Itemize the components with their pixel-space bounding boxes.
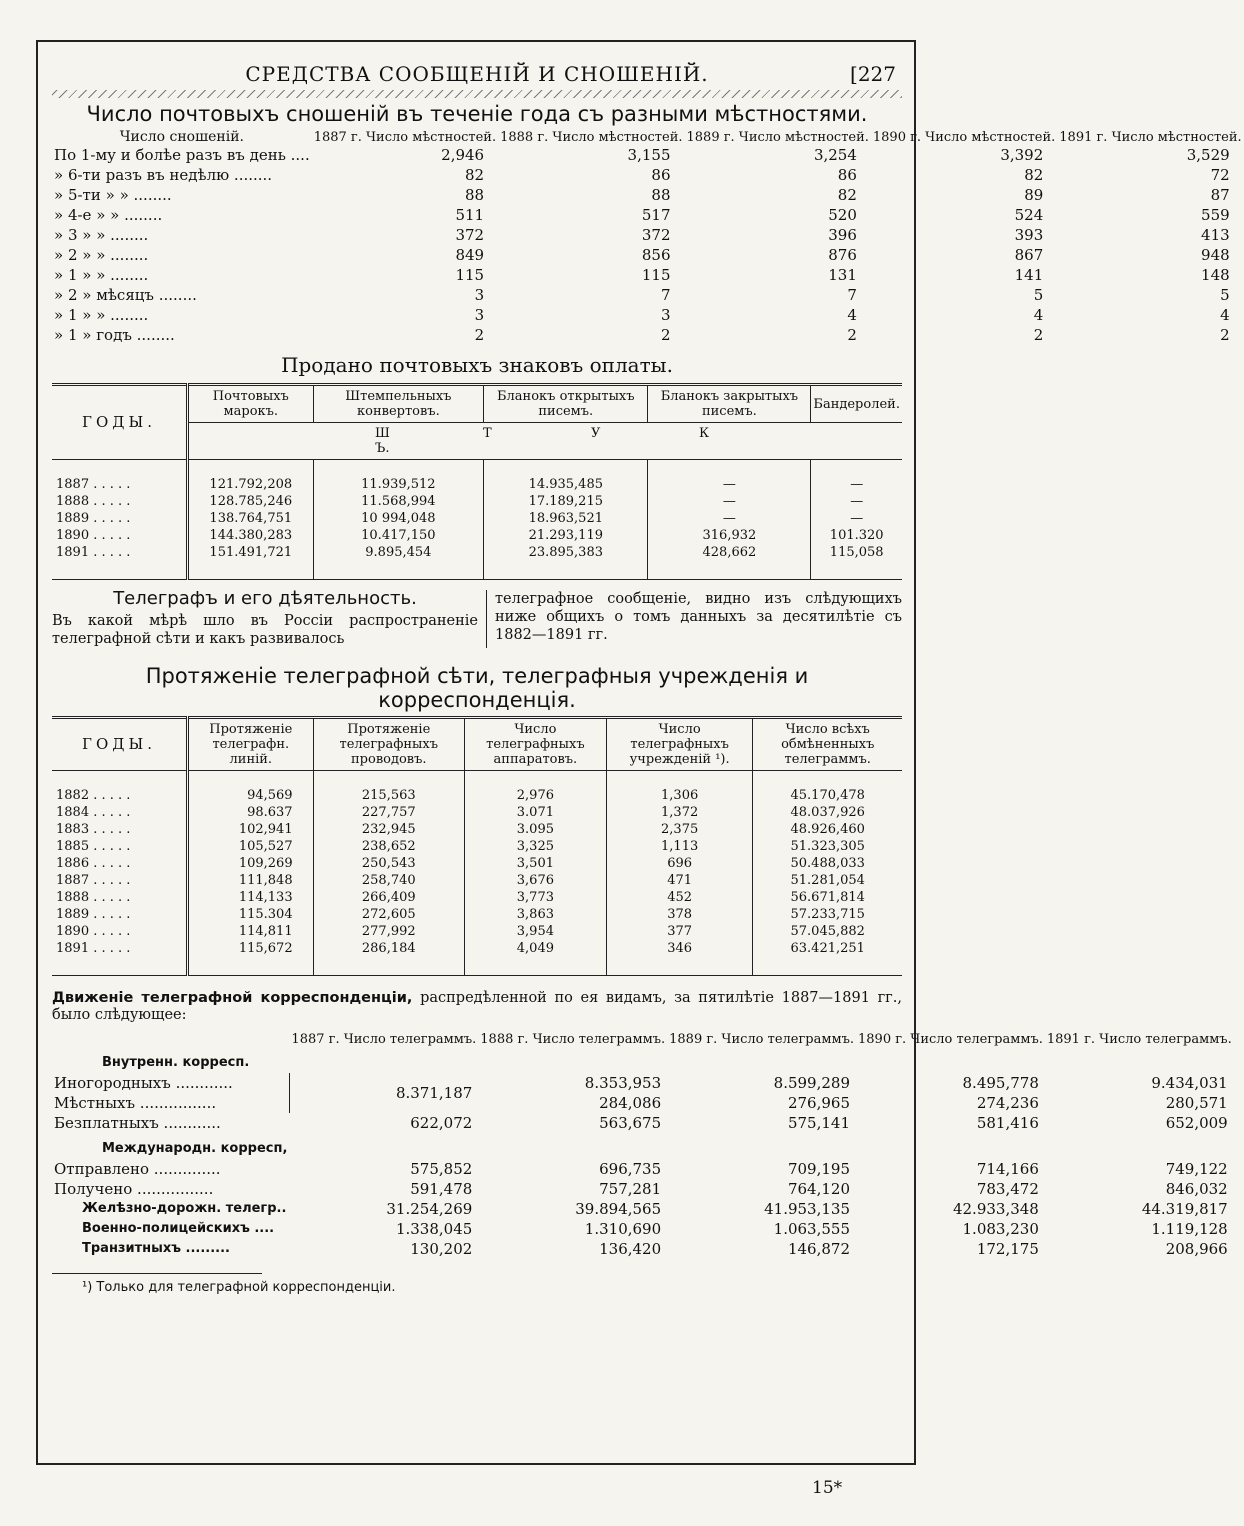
cell-value: 8.353,953 <box>584 1074 662 1092</box>
cell-value: 1,372 <box>606 804 753 821</box>
col-header: 1887 г. Число телеграммъ. <box>291 1032 477 1047</box>
cell-value: 511 <box>455 206 485 224</box>
cell-value: 238,652 <box>313 838 464 855</box>
cell-value: 277,992 <box>313 923 464 940</box>
row-label: » 3 » » ........ <box>54 226 149 244</box>
section2-title: Продано почтовыхъ знаковъ оплаты. <box>281 353 673 377</box>
cell-value: 3 <box>660 306 671 324</box>
cell-value: 51.281,054 <box>753 872 902 889</box>
row-label: » 1 » » ........ <box>54 306 149 324</box>
table-row <box>52 1219 1234 1239</box>
year-cell: 1884 . . . . . <box>52 804 188 821</box>
cell-value: 9.434,031 <box>1151 1074 1228 1092</box>
table-row <box>52 285 1244 305</box>
cell-value: 3,325 <box>464 838 606 855</box>
cell-value: 517 <box>641 206 671 224</box>
cell-value: 10 994,048 <box>313 510 484 527</box>
cell-value: 48.926,460 <box>753 821 902 838</box>
cell-value: 575,852 <box>410 1160 473 1178</box>
cell-value: 109,269 <box>188 855 314 872</box>
row-label: Иногородныхъ ............ <box>54 1074 233 1092</box>
col-header: 1887 г. Число мѣстностей. <box>313 130 497 145</box>
cell-value: 41.953,135 <box>764 1200 850 1218</box>
cell-value: 581,416 <box>976 1114 1039 1132</box>
cell-value: 128.785,246 <box>188 493 314 510</box>
cell-value: 591,478 <box>410 1180 473 1198</box>
cell-value: 146,872 <box>787 1240 850 1258</box>
cell-value: 136,420 <box>599 1240 662 1258</box>
table-row <box>52 510 902 527</box>
intro-bold: Движеніе телеграфной корреспонденціи, <box>52 990 413 1006</box>
col-header: Протяженіе телеграфныхъ проводовъ. <box>313 718 464 771</box>
cell-value: 4 <box>1220 306 1230 324</box>
running-title: СРЕДСТВА СООБЩЕНІЙ И СНОШЕНІЙ. <box>245 62 709 86</box>
row-label: » 6-ти разъ въ недѣлю ........ <box>54 166 273 184</box>
subheading: Внутренн. корресп. <box>102 1055 250 1070</box>
telegraph-text-left: Въ какой мѣрѣ шло въ Россіи распространеніе телеграфной сѣти и какъ развивалось <box>52 613 478 647</box>
unit-letter: Т <box>483 426 492 441</box>
table-row <box>52 821 902 838</box>
cell-value: 764,120 <box>787 1180 850 1198</box>
table-row <box>52 940 902 976</box>
postal-relations-table <box>52 130 1244 345</box>
cell-value: 9.895,454 <box>313 544 484 580</box>
cell-value: 575,141 <box>787 1114 850 1132</box>
cell-value: 714,166 <box>976 1160 1039 1178</box>
cell-value: 3,529 <box>1186 146 1230 164</box>
table-row <box>52 1179 1234 1199</box>
cell-value: 316,932 <box>648 527 811 544</box>
cell-value: 56.671,814 <box>753 889 902 906</box>
cell-value: 3,155 <box>627 146 671 164</box>
table-row <box>52 771 902 805</box>
cell-value: 31.254,269 <box>386 1200 473 1218</box>
page-frame <box>36 40 1242 1465</box>
col-header: Число телеграфныхъ учрежденій ¹). <box>606 718 753 771</box>
cell-value: 105,527 <box>188 838 314 855</box>
row-label: » 1 » годъ ........ <box>54 326 175 344</box>
year-cell: 1883 . . . . . <box>52 821 188 838</box>
unit-letter: У <box>591 426 601 441</box>
table-row <box>52 906 902 923</box>
cell-value: 1,113 <box>606 838 753 855</box>
cell-value: 48.037,926 <box>753 804 902 821</box>
year-cell: 1891 . . . . . <box>52 544 188 580</box>
cell-value: 3.095 <box>464 821 606 838</box>
col-header: Протяженіе телеграфн. линій. <box>188 718 314 771</box>
cell-value: 138.764,751 <box>188 510 314 527</box>
table-row <box>52 527 902 544</box>
cell-value: 72 <box>1210 166 1230 184</box>
table-row <box>52 889 902 906</box>
col-header: Штемпельныхъ конвертовъ. <box>313 385 484 423</box>
cell-value: 115 <box>641 266 671 284</box>
cell-value: 82 <box>1024 166 1044 184</box>
cell-value: 2 <box>847 326 857 344</box>
cell-value: 7 <box>847 286 857 304</box>
table-row <box>52 872 902 889</box>
table-row <box>52 165 1244 185</box>
cell-value: 250,543 <box>313 855 464 872</box>
cell-value: 88 <box>465 186 485 204</box>
cell-value: 227,757 <box>313 804 464 821</box>
correspondence-table <box>52 1032 1234 1259</box>
cell-value: 89 <box>1024 186 1044 204</box>
unit-letter: Ъ. <box>375 441 390 456</box>
col-header: 1888 г. Число мѣстностей. <box>500 130 683 145</box>
cell-value: 757,281 <box>599 1180 662 1198</box>
cell-value: 232,945 <box>313 821 464 838</box>
cell-value: — <box>811 510 902 527</box>
table-row <box>52 493 902 510</box>
cell-value: 3,773 <box>464 889 606 906</box>
cell-value: 709,195 <box>787 1160 850 1178</box>
cell-value: 266,409 <box>313 889 464 906</box>
cell-value: 783,472 <box>976 1180 1039 1198</box>
table-row <box>52 1239 1234 1259</box>
cell-value: 258,740 <box>313 872 464 889</box>
page-number: 15* <box>812 1478 843 1498</box>
cell-value: 115,058 <box>811 544 902 580</box>
row-label: » 2 » мѣсяцъ ........ <box>54 286 197 304</box>
table-row <box>52 225 1244 245</box>
year-cell: 1889 . . . . . <box>52 510 188 527</box>
cell-value: 57.045,882 <box>753 923 902 940</box>
cell-value: 23.895,383 <box>484 544 648 580</box>
row-label: » 5-ти » » ........ <box>54 186 172 204</box>
col-header: 1888 г. Число телеграммъ. <box>480 1032 666 1047</box>
row-label: Безплатныхъ ............ <box>54 1114 221 1132</box>
row-label: » 1 » » ........ <box>54 266 149 284</box>
table-row <box>52 838 902 855</box>
cell-value: 372 <box>641 226 671 244</box>
row-label: Отправлено .............. <box>54 1160 221 1178</box>
postage-sold-table <box>52 383 902 580</box>
cell-value: 2 <box>474 326 485 344</box>
col-header: 1890 г. Число телеграммъ. <box>858 1032 1043 1047</box>
cell-value: 377 <box>606 923 753 940</box>
col-header: 1889 г. Число телеграммъ. <box>669 1032 854 1047</box>
cell-value: 131 <box>828 266 857 284</box>
table-row <box>52 804 902 821</box>
cell-value: 63.421,251 <box>753 940 902 976</box>
table-row <box>52 1113 1234 1133</box>
cell-value: 3,863 <box>464 906 606 923</box>
cell-value: 111,848 <box>188 872 314 889</box>
table-row <box>52 544 902 580</box>
cell-value: 86 <box>837 166 857 184</box>
cell-value: 948 <box>1201 246 1230 264</box>
cell-value: 82 <box>837 186 857 204</box>
cell-value: 14.935,485 <box>484 460 648 494</box>
cell-value: 876 <box>828 246 857 264</box>
col-label: Число сношеній. <box>119 129 244 145</box>
year-cell: 1888 . . . . . <box>52 493 188 510</box>
table-row <box>52 1093 1234 1113</box>
cell-value: 115.304 <box>188 906 314 923</box>
telegraph-intro <box>52 590 902 648</box>
section1-title: Число почтовыхъ сношеній въ теченіе года съ разными мѣстностями. <box>86 102 868 126</box>
cell-value: 4 <box>1033 306 1044 324</box>
cell-value: 11.939,512 <box>313 460 484 494</box>
year-cell: 1887 . . . . . <box>52 872 188 889</box>
cell-value: 563,675 <box>599 1114 662 1132</box>
row-label: По 1-му и болѣе разъ въ день .... <box>54 146 310 164</box>
cell-value: 749,122 <box>1165 1160 1228 1178</box>
cell-value: 346 <box>606 940 753 976</box>
cell-value: 378 <box>606 906 753 923</box>
cell-value: 86 <box>651 166 671 184</box>
subheading-row <box>52 1133 1234 1159</box>
header-page-number: [227 <box>850 62 896 86</box>
cell-value: 4 <box>847 306 857 324</box>
cell-value: 101.320 <box>811 527 902 544</box>
cell-value: 2,946 <box>441 146 485 164</box>
table-row <box>52 855 902 872</box>
section3-title: Протяженіе телеграфной сѣти, телеграфныя учрежденія и корреспонденція. <box>145 664 809 712</box>
cell-value: 4,049 <box>464 940 606 976</box>
table-row <box>52 1073 1234 1093</box>
row-label: » 2 » » ........ <box>54 246 149 264</box>
cell-value: 102,941 <box>188 821 314 838</box>
subheading: Международн. корресп, <box>102 1141 288 1156</box>
cell-value: 1.119,128 <box>1151 1220 1228 1238</box>
cell-value: 148 <box>1201 266 1230 284</box>
cell-value: 3,392 <box>1000 146 1044 164</box>
row-label: Военно-полицейскихъ .... <box>82 1221 275 1236</box>
cell-value: 2 <box>1220 326 1230 344</box>
cell-value: — <box>811 460 902 494</box>
correspondence-intro <box>52 990 902 1024</box>
cell-value: 10.417,150 <box>313 527 484 544</box>
cell-value: 98.637 <box>188 804 314 821</box>
cell-value: 45.170,478 <box>753 771 902 805</box>
footnote-rule <box>52 1273 262 1274</box>
cell-value: 3 <box>474 286 485 304</box>
cell-value: 172,175 <box>976 1240 1039 1258</box>
cell-value: 846,032 <box>1165 1180 1228 1198</box>
cell-value: 696 <box>606 855 753 872</box>
year-cell: 1891 . . . . . <box>52 940 188 976</box>
cell-value: 18.963,521 <box>484 510 648 527</box>
cell-value: 428,662 <box>648 544 811 580</box>
cell-value: 559 <box>1201 206 1230 224</box>
table-row <box>52 1159 1234 1179</box>
col-header: Бланокъ открытыхъ писемъ. <box>484 385 648 423</box>
cell-value: 622,072 <box>410 1114 473 1132</box>
cell-value: 141 <box>1014 266 1044 284</box>
cell-value: 2,375 <box>606 821 753 838</box>
cell-value: 208,966 <box>1165 1240 1228 1258</box>
cell-value: 3,954 <box>464 923 606 940</box>
cell-value: 1.310,690 <box>584 1220 662 1238</box>
cell-value: 87 <box>1210 186 1230 204</box>
year-cell: 1887 . . . . . <box>52 460 188 494</box>
col-header: Число телеграфныхъ аппаратовъ. <box>464 718 606 771</box>
cell-value: — <box>648 460 811 494</box>
cell-value: 452 <box>606 889 753 906</box>
cell-value: 3 <box>474 306 485 324</box>
cell-value: 3,501 <box>464 855 606 872</box>
telegraph-text-right: телеграфное сообщеніе, видно изъ слѣдующихъ ниже общихъ о томъ данныхъ за десятилѣтіе съ 1882—1891 гг. <box>495 591 902 643</box>
cell-value: 115 <box>455 266 485 284</box>
cell-value: 372 <box>455 226 485 244</box>
subheading-row <box>52 1047 1234 1073</box>
col-header: Бланокъ закрытыхъ писемъ. <box>648 385 811 423</box>
col-header: Бандеролей. <box>811 385 902 423</box>
cell-value: 7 <box>660 286 671 304</box>
cell-value: 82 <box>465 166 485 184</box>
cell-value: 50.488,033 <box>753 855 902 872</box>
row-label: Транзитныхъ ......... <box>82 1241 230 1256</box>
telegraph-network-table <box>52 716 902 976</box>
row-label: Мѣстныхъ ................ <box>54 1094 217 1112</box>
cell-value: 39.894,565 <box>575 1200 662 1218</box>
cell-value: 57.233,715 <box>753 906 902 923</box>
cell-value: 274,236 <box>976 1094 1039 1112</box>
cell-value: 272,605 <box>313 906 464 923</box>
year-cell: 1885 . . . . . <box>52 838 188 855</box>
cell-value: 867 <box>1014 246 1044 264</box>
cell-value: 1.338,045 <box>395 1220 473 1238</box>
table-row <box>52 1199 1234 1219</box>
wavy-rule <box>52 90 902 98</box>
col-header: 1889 г. Число мѣстностей. <box>686 130 869 145</box>
merged-value: 8.371,187 <box>289 1073 478 1113</box>
year-cell: 1886 . . . . . <box>52 855 188 872</box>
cell-value: 276,965 <box>787 1094 850 1112</box>
cell-value: 413 <box>1201 226 1230 244</box>
telegraph-title: Телеграфъ и его дѣятельность. <box>113 588 417 609</box>
cell-value: 856 <box>641 246 671 264</box>
cell-value: 286,184 <box>313 940 464 976</box>
cell-value: 520 <box>828 206 857 224</box>
table-row <box>52 185 1244 205</box>
cell-value: — <box>648 510 811 527</box>
cell-value: 114,133 <box>188 889 314 906</box>
cell-value: 88 <box>651 186 671 204</box>
cell-value: 94,569 <box>188 771 314 805</box>
table-row <box>52 325 1244 345</box>
cell-value: 849 <box>455 246 485 264</box>
cell-value: 3,676 <box>464 872 606 889</box>
cell-value: 2,976 <box>464 771 606 805</box>
cell-value: 144.380,283 <box>188 527 314 544</box>
cell-value: 2 <box>1033 326 1044 344</box>
cell-value: 3.071 <box>464 804 606 821</box>
cell-value: 115,672 <box>188 940 314 976</box>
cell-value: 8.495,778 <box>962 1074 1039 1092</box>
year-cell: 1890 . . . . . <box>52 923 188 940</box>
cell-value: 5 <box>1220 286 1230 304</box>
cell-value: 8.599,289 <box>773 1074 850 1092</box>
unit-letter: К <box>699 426 710 441</box>
table-row <box>52 923 902 940</box>
cell-value: 652,009 <box>1165 1114 1228 1132</box>
table-row <box>52 205 1244 225</box>
cell-value: 284,086 <box>599 1094 662 1112</box>
row-label: Получено ................ <box>54 1180 214 1198</box>
row-label: » 4-е » » ........ <box>54 206 163 224</box>
table-row <box>52 245 1244 265</box>
cell-value: 121.792,208 <box>188 460 314 494</box>
cell-value: 393 <box>1014 226 1044 244</box>
running-header <box>52 42 902 92</box>
table-row <box>52 305 1244 325</box>
table-row <box>52 460 902 494</box>
cell-value: 51.323,305 <box>753 838 902 855</box>
row-label: Желѣзно-дорожн. телегр.. <box>82 1201 287 1216</box>
col-header: 1890 г. Число мѣстностей. <box>872 130 1056 145</box>
col-header: Почтовыхъ марокъ. <box>188 385 314 423</box>
cell-value: 524 <box>1014 206 1044 224</box>
cell-value: 21.293,119 <box>484 527 648 544</box>
table-row <box>52 145 1244 165</box>
cell-value: 696,735 <box>599 1160 662 1178</box>
cell-value: 215,563 <box>313 771 464 805</box>
cell-value: 44.319,817 <box>1141 1200 1228 1218</box>
cell-value: 1.083,230 <box>962 1220 1039 1238</box>
cell-value: 2 <box>660 326 671 344</box>
cell-value: 130,202 <box>410 1240 473 1258</box>
cell-value: 471 <box>606 872 753 889</box>
units-row <box>188 423 903 460</box>
footnote: ¹) Только для телеграфной корреспонденціи. <box>82 1280 396 1295</box>
col-header: 1891 г. Число мѣстностей. <box>1059 130 1242 145</box>
years-header: ГОДЫ. <box>52 385 188 460</box>
cell-value: — <box>648 493 811 510</box>
cell-value: 151.491,721 <box>188 544 314 580</box>
intro-text: распредѣленной по ея видамъ, за пятилѣтіе 1887—1891 гг., было слѣдующее: <box>52 990 902 1023</box>
year-cell: 1890 . . . . . <box>52 527 188 544</box>
table-row <box>52 265 1244 285</box>
year-cell: 1889 . . . . . <box>52 906 188 923</box>
years-header: ГОДЫ. <box>52 718 188 771</box>
cell-value: 396 <box>828 226 857 244</box>
cell-value: — <box>811 493 902 510</box>
year-cell: 1882 . . . . . <box>52 771 188 805</box>
cell-value: 280,571 <box>1165 1094 1228 1112</box>
year-cell: 1888 . . . . . <box>52 889 188 906</box>
cell-value: 5 <box>1033 286 1044 304</box>
cell-value: 3,254 <box>813 146 857 164</box>
cell-value: 17.189,215 <box>484 493 648 510</box>
col-header: Число всѣхъ обмѣненныхъ телеграммъ. <box>753 718 902 771</box>
cell-value: 1,306 <box>606 771 753 805</box>
col-header: 1891 г. Число телеграммъ. <box>1046 1032 1232 1047</box>
cell-value: 114,811 <box>188 923 314 940</box>
cell-value: 11.568,994 <box>313 493 484 510</box>
unit-letter: Ш <box>375 426 390 441</box>
cell-value: 1.063,555 <box>773 1220 850 1238</box>
cell-value: 42.933,348 <box>952 1200 1039 1218</box>
